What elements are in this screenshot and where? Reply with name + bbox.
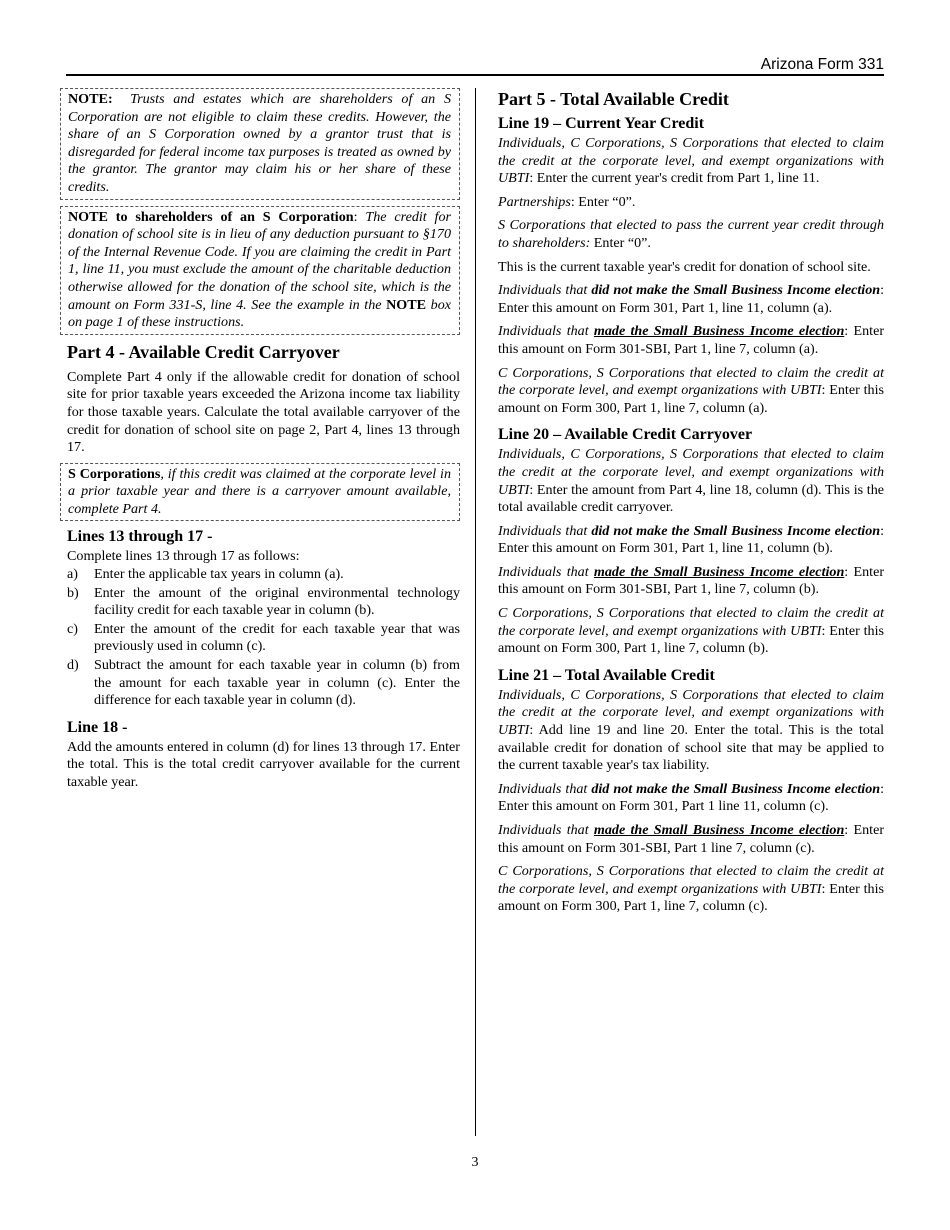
line-20-paragraph: Individuals that did not make the Small Business Income election: Enter this amount on Form 301, Part 1, line 11, column (b). xyxy=(498,522,885,557)
s-corporations-box xyxy=(60,463,460,522)
list-item-text: Enter the applicable tax years in column (a). xyxy=(94,566,344,583)
list-item-text: Enter the amount of the original environmental technology facility credit for each taxable year in column (b). xyxy=(94,584,460,619)
line-21-paragraph: Individuals that made the Small Business Income election: Enter this amount on Form 301-SBI, Part 1 line 7, column (c). xyxy=(498,822,885,856)
column-divider xyxy=(475,88,476,1136)
left-column xyxy=(60,88,460,798)
part4-paragraph: Complete Part 4 only if the allowable credit for donation of school site for prior taxable years exceeded the Arizona income tax liability for those taxable years. Calculate the total available carryover of the credit for donation of school site on page 2, Part 4, lines 13 through 17. xyxy=(67,368,460,456)
header-rule xyxy=(66,74,884,76)
part5-heading: Part 5 - Total Available Credit xyxy=(498,89,729,109)
form-title: Arizona Form 331 xyxy=(760,56,884,73)
line-20-heading: Line 20 – Available Credit Carryover xyxy=(498,426,753,444)
list-item xyxy=(67,621,460,656)
line-20-paragraph: Individuals that made the Small Business Income election: Enter this amount on Form 301-SBI, Part 1, line 7, column (b). xyxy=(498,563,885,598)
right-column xyxy=(498,88,884,922)
list-item-letter: a) xyxy=(67,566,78,583)
line-19-heading: Line 19 – Current Year Credit xyxy=(498,115,705,132)
list-item xyxy=(67,657,460,710)
line-21-paragraph: Individuals, C Corporations, S Corporations that elected to claim the credit at the corporate level, and exempt organizations with UBTI: Add line 19 and line 20. Enter the total. This is the total available credit for donation of school site that may be applied to the current taxable year's tax liability. xyxy=(498,686,884,774)
line-19-paragraph: Individuals, C Corporations, S Corporations that elected to claim the credit at the corporate level, and exempt organizations with UBTI: Enter the current year's credit from Part 1, line 11. xyxy=(498,135,884,187)
line-20-paragraph: Individuals, C Corporations, S Corporations that elected to claim the credit at the corporate level, and exempt organizations with UBTI: Enter the amount from Part 4, line 18, column (d). This is the total available credit carryover. xyxy=(498,446,884,516)
note-trusts-box xyxy=(60,88,460,200)
line-18-heading: Line 18 - xyxy=(67,718,128,736)
part4-heading: Part 4 - Available Credit Carryover xyxy=(67,341,340,362)
line-19-paragraph: Partnerships: Enter “0”. xyxy=(498,193,636,210)
line-21-paragraph: Individuals that did not make the Small Business Income election: Enter this amount on Form 301, Part 1 line 11, column (c). xyxy=(498,780,885,815)
note-shareholders-text-end: box on page 1 of these instructions. xyxy=(68,296,452,331)
list-item-letter: d) xyxy=(67,657,79,674)
list-item-text: Subtract the amount for each taxable year in column (b) from the amount for each taxable year in column (c). Enter the difference for each taxable year in column (d). xyxy=(94,657,460,709)
lines-13-17-intro: Complete lines 13 through 17 as follows: xyxy=(67,548,300,565)
instructions-list xyxy=(60,566,460,710)
s-corporations-text: , if this credit was claimed at the corporate level in a prior taxable year and there is a carryover amount available, complete Part 4. xyxy=(68,465,451,517)
lines-13-17-heading: Lines 13 through 17 - xyxy=(67,528,213,546)
line-18-paragraph: Add the amounts entered in column (d) for lines 13 through 17. Enter the total. This is the total credit carryover available for the current taxable year. xyxy=(67,738,460,790)
list-item-text: Enter the amount of the credit for each taxable year that was previously used in column (c). xyxy=(94,620,460,655)
line-21-paragraph: C Corporations, S Corporations that elected to claim the credit at the corporate level, and exempt organizations with UBTI: Enter this amount on Form 300, Part 1, line 7, column (c). xyxy=(498,863,884,915)
list-item-letter: c) xyxy=(67,620,78,637)
line-19-paragraph: C Corporations, S Corporations that elected to claim the credit at the corporate level, and exempt organizations with UBTI: Enter this amount on Form 300, Part 1, line 7, column (a). xyxy=(498,364,884,416)
note-shareholders-label: NOTE to shareholders of an S Corporation xyxy=(68,208,354,225)
page-number: 3 xyxy=(471,1155,479,1170)
line-19-paragraph: S Corporations that elected to pass the current year credit through to shareholders: Enter “0”. xyxy=(498,217,884,251)
note-word: NOTE xyxy=(386,296,427,313)
note-shareholders-colon: : xyxy=(353,208,358,225)
line-19-paragraph: Individuals that made the Small Business Income election: Enter this amount on Form 301-SBI, Part 1, line 7, column (a). xyxy=(498,323,885,357)
note-shareholders-text: The credit for donation of school site is in lieu of any deduction pursuant to §170 of the Internal Revenue Code. If you are claiming the credit in Part 1, line 11, you must exclude the amount of the charitable deduction otherwise allowed for the donation of the school site, which is the amount on Form 331-S, line 4. See the example in the xyxy=(68,208,451,313)
list-item-letter: b) xyxy=(67,584,79,601)
note-label: NOTE: xyxy=(68,91,113,107)
line-19-paragraph: Individuals that did not make the Small Business Income election: Enter this amount on Form 301, Part 1, line 11, column (a). xyxy=(498,282,885,316)
s-corporations-label: S Corporations xyxy=(68,465,161,482)
line-19-paragraph: This is the current taxable year's credit for donation of school site. xyxy=(498,258,871,275)
line-21-heading: Line 21 – Total Available Credit xyxy=(498,666,715,684)
list-item xyxy=(67,585,460,620)
list-item xyxy=(67,566,460,584)
line-20-paragraph: C Corporations, S Corporations that elected to claim the credit at the corporate level, and exempt organizations with UBTI: Enter this amount on Form 300, Part 1, line 7, column (b). xyxy=(498,605,884,657)
note-shareholders-box xyxy=(60,206,460,335)
note-text: Trusts and estates which are shareholders of an S Corporation are not eligible to claim these credits. However, the share of an S Corporation owned by a grantor trust that is disregarded for federal income tax purposes is treated as owned by the grantor. The grantor may claim his or her share of these credits. xyxy=(68,91,451,195)
